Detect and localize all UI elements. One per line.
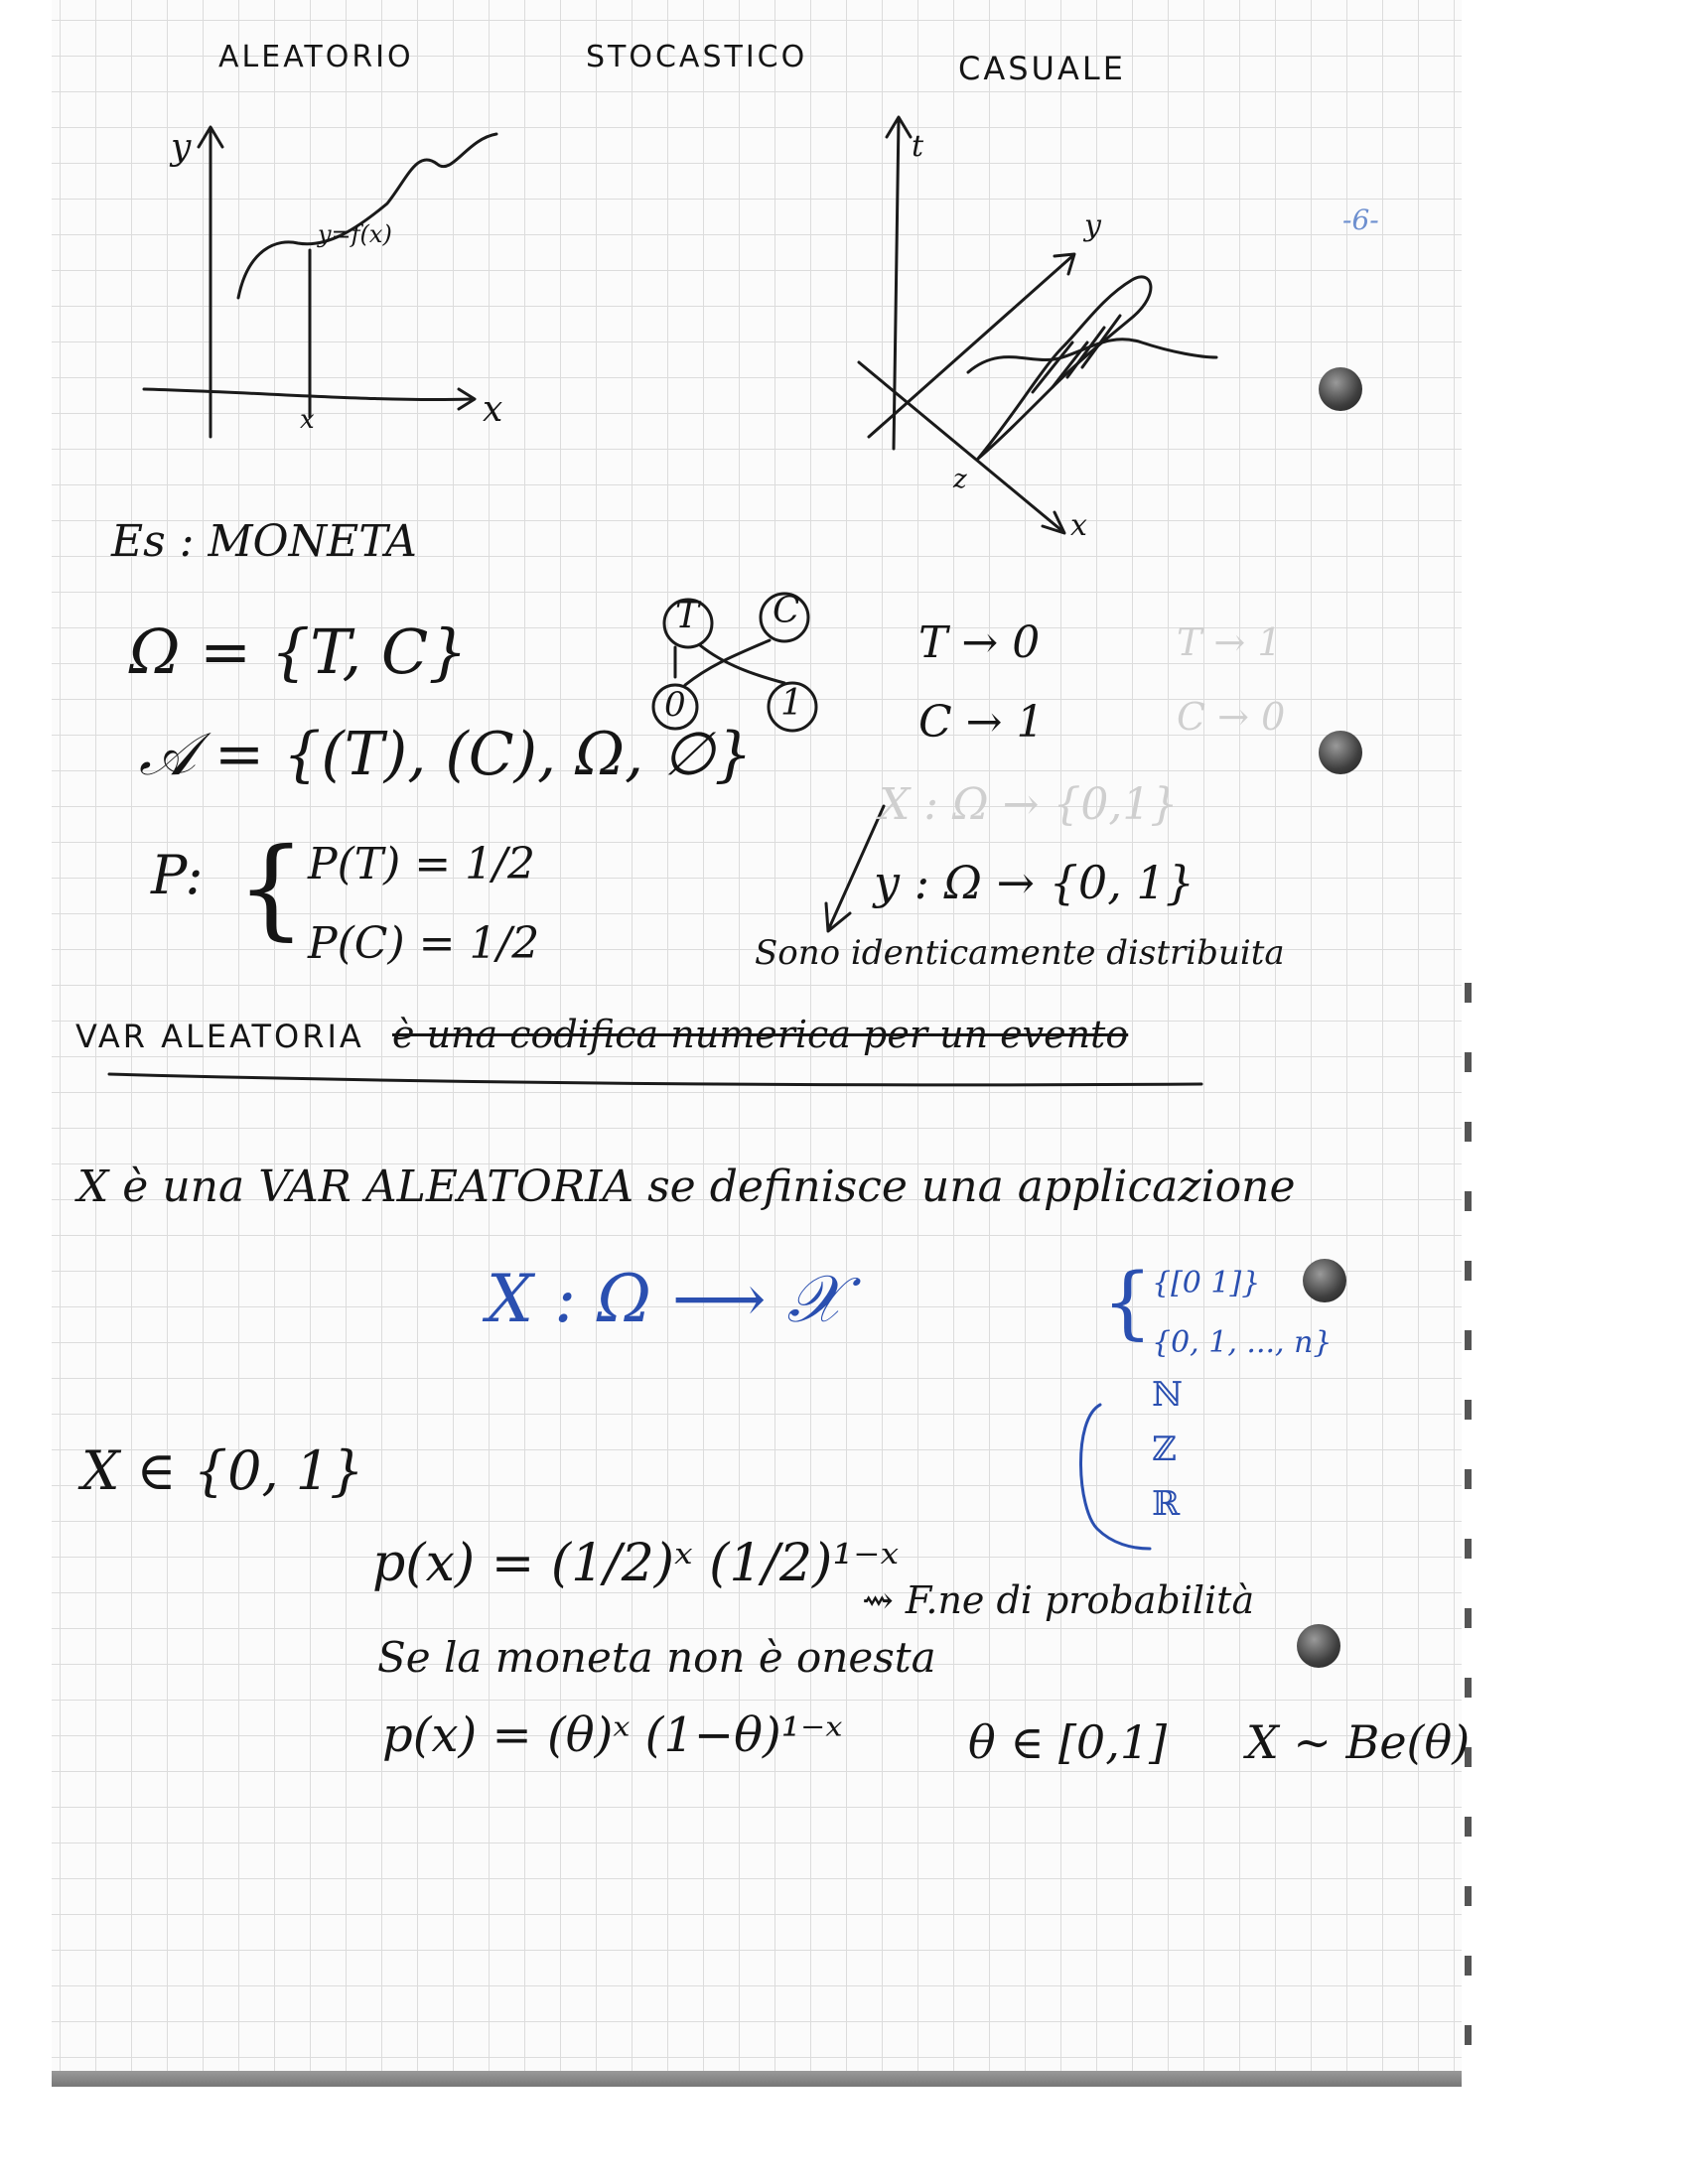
map-c-0-faint: C → 0 xyxy=(1177,695,1286,739)
left-curve-label: y=f(x) xyxy=(318,220,392,248)
omega-definition: Ω = {T, C} xyxy=(129,615,468,688)
x-axis-line xyxy=(144,389,472,400)
node-t: T xyxy=(675,596,700,636)
header-casuale: CASUALE xyxy=(958,50,1126,87)
node-c: C xyxy=(773,591,800,631)
definition-crossed: è una codifica numerica per un evento xyxy=(392,1013,1129,1056)
set-finite: {0, 1, ..., n} xyxy=(1152,1325,1333,1360)
sigma-algebra: 𝒜 = {(T), (C), Ω, ∅} xyxy=(139,720,753,789)
header-stocastico: STOCASTICO xyxy=(586,40,808,74)
t-axis-line xyxy=(894,119,899,449)
right-z-label: z xyxy=(953,465,967,494)
map-c-1: C → 1 xyxy=(918,697,1045,748)
node-1: 1 xyxy=(780,683,803,724)
shaded-band xyxy=(978,277,1151,459)
set-reals: ℝ xyxy=(1152,1484,1181,1524)
definition-heading: VAR ALEATORIA xyxy=(75,1018,364,1055)
header-aleatorio: ALEATORIO xyxy=(218,40,414,74)
identically-distributed-note: Sono identicamente distribuita xyxy=(755,933,1285,973)
sets-bracket xyxy=(1080,1405,1150,1549)
hatch-line xyxy=(1053,342,1087,387)
definition-underline xyxy=(109,1074,1201,1085)
x-map-faint: X : Ω → {0,1} xyxy=(879,779,1179,830)
left-x-label: x xyxy=(483,389,503,430)
right-y-label: y xyxy=(1084,208,1101,243)
random-variable-statement: X è una VAR ALEATORIA se definisce una applicazione xyxy=(77,1161,1296,1212)
right-t-label: t xyxy=(912,129,924,164)
pmf-theta: p(x) = (θ)ˣ (1−θ)¹⁻ˣ xyxy=(382,1707,843,1763)
left-x-point-label: x xyxy=(300,405,315,435)
node-0: 0 xyxy=(664,685,686,725)
y-map: y : Ω → {0, 1} xyxy=(874,856,1195,909)
codomain-brace-icon: { xyxy=(1102,1256,1153,1348)
prob-c: P(C) = 1/2 xyxy=(308,918,540,969)
set-integers: ℤ xyxy=(1152,1430,1177,1469)
unfair-coin-note: Se la moneta non è onesta xyxy=(377,1633,936,1682)
page-number: -6- xyxy=(1342,204,1379,236)
deterministic-curve xyxy=(238,134,496,298)
left-y-label: y xyxy=(171,127,192,168)
pmf-fair: p(x) = (1/2)ˣ (1/2)¹⁻ˣ xyxy=(372,1534,900,1593)
pmf-note: ⇝ F.ne di probabilità xyxy=(862,1578,1255,1622)
y-axis-3d-line xyxy=(869,256,1072,437)
set-naturals: ℕ xyxy=(1152,1375,1184,1415)
example-title: Es : MONETA xyxy=(111,516,417,567)
set-interval: {[0 1]} xyxy=(1152,1266,1261,1300)
theta-range: θ ∈ [0,1] xyxy=(968,1715,1168,1769)
map-t-1-faint: T → 1 xyxy=(1177,620,1282,664)
prob-t: P(T) = 1/2 xyxy=(308,839,535,889)
map-t-0: T → 0 xyxy=(918,617,1041,668)
mapping-formula: X : Ω ⟶ 𝒳 xyxy=(487,1261,844,1337)
right-x-label: x xyxy=(1070,508,1087,543)
x-in-set: X ∈ {0, 1} xyxy=(81,1439,364,1502)
bernoulli-notation: X ~ Be(θ) xyxy=(1246,1715,1471,1769)
prob-brace-icon: { xyxy=(236,824,306,951)
prob-label: P: xyxy=(151,844,204,906)
